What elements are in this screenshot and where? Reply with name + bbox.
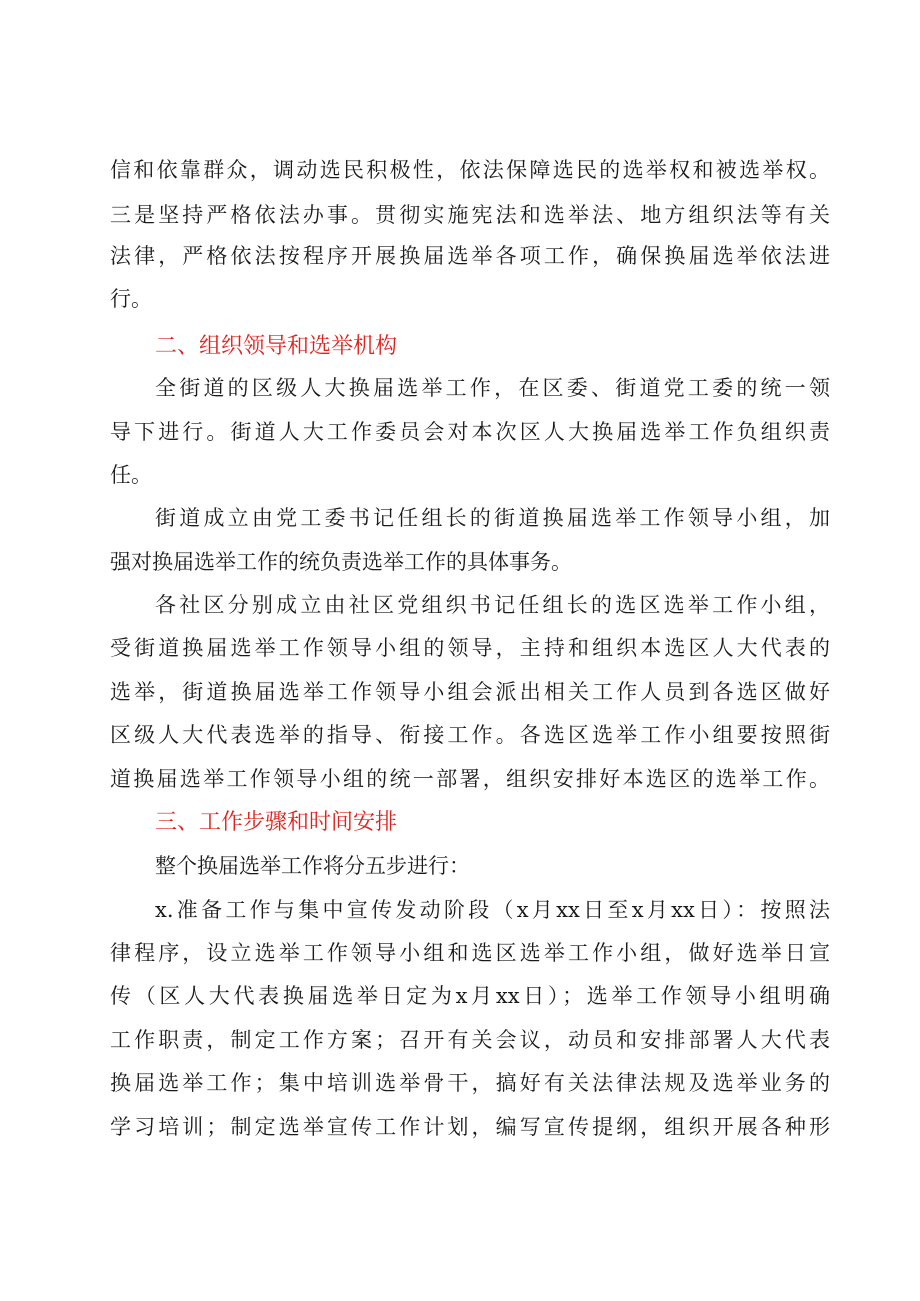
paragraph-line: 法律，严格依法按程序开展换届选举各项工作，确保换届选举依法进: [110, 244, 830, 268]
paragraph-line: 换届选举工作；集中培训选举骨干，搞好有关法律法规及选举业务的: [110, 1071, 830, 1095]
paragraph-line: 三是坚持严格依法办事。贯彻实施宪法和选举法、地方组织法等有关: [110, 203, 830, 227]
paragraph-line: 任。: [110, 463, 152, 487]
paragraph-line: 区级人大代表选举的指导、衔接工作。各选区选举工作小组要按照街: [110, 723, 830, 747]
paragraph-line: 传（区人大代表换届选举日定为x月xx日）；选举工作领导小组明确: [110, 984, 830, 1008]
paragraph-line: x.准备工作与集中宣传发动阶段（x月xx日至x月xx日）：按照法: [155, 898, 830, 922]
paragraph-line: 信和依靠群众，调动选民积极性，依法保障选民的选举权和被选举权。: [110, 158, 830, 182]
section-heading-2: 二、组织领导和选举机构: [155, 334, 398, 359]
paragraph-line: 导下进行。街道人大工作委员会对本次区人大换届选举工作负组织责: [110, 420, 830, 444]
paragraph-line: 全街道的区级人大换届选举工作，在区委、街道党工委的统一领: [155, 376, 830, 400]
paragraph-line: 受街道换届选举工作领导小组的领导，主持和组织本选区人大代表的: [110, 636, 830, 660]
paragraph-line: 工作职责，制定工作方案；召开有关会议，动员和安排部署人大代表: [110, 1028, 830, 1052]
paragraph-line: 整个换届选举工作将分五步进行：: [155, 854, 470, 878]
section-heading-3: 三、工作步骤和时间安排: [155, 810, 398, 835]
paragraph-line: 行。: [110, 287, 152, 311]
paragraph-line: 律程序，设立选举工作领导小组和选区选举工作小组，做好选举日宣: [110, 941, 830, 965]
paragraph-line: 街道成立由党工委书记任组长的街道换届选举工作领导小组，加: [155, 506, 830, 530]
paragraph-line: 选举，街道换届选举工作领导小组会派出相关工作人员到各选区做好: [110, 680, 830, 704]
paragraph-line: 各社区分别成立由社区党组织书记任组长的选区选举工作小组，: [155, 593, 830, 617]
paragraph-line: 强对换届选举工作的统负责选举工作的具体事务。: [110, 550, 572, 574]
paragraph-line: 学习培训；制定选举宣传工作计划，编写宣传提纲，组织开展各种形: [110, 1115, 830, 1139]
paragraph-line: 道换届选举工作领导小组的统一部署，组织安排好本选区的选举工作。: [110, 767, 830, 791]
